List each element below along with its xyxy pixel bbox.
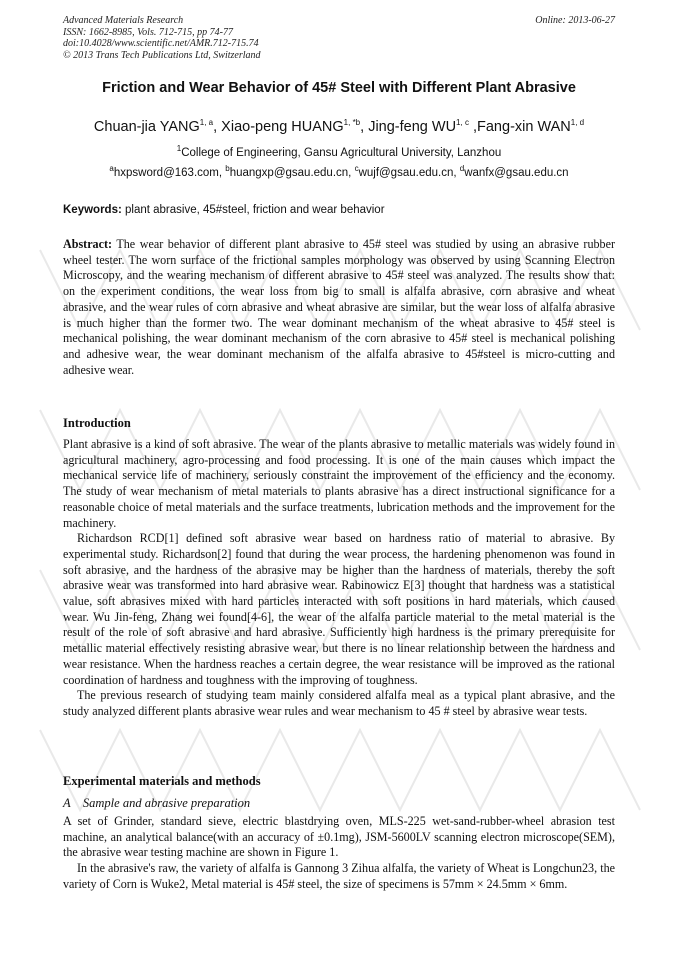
author-list	[0, 119, 678, 135]
author-name: Jing-feng WU	[368, 119, 457, 135]
affiliation	[0, 144, 678, 159]
author-separator: ,	[360, 119, 369, 135]
email-mark: c	[354, 164, 359, 174]
email-link[interactable]: hxpsword@163.com,	[113, 167, 226, 179]
keywords	[63, 204, 385, 216]
affiliation-mark: 1	[176, 144, 182, 154]
email-link[interactable]: wanfx@gsau.edu.cn	[464, 167, 569, 179]
abstract-label: Abstract:	[63, 237, 113, 251]
email-mark: a	[109, 164, 114, 174]
keywords-label: Keywords:	[63, 204, 122, 216]
author-separator: ,	[468, 119, 478, 135]
author-affiliation-mark: 1, *b	[343, 118, 361, 128]
email-list	[0, 164, 678, 179]
paper-title: Friction and Wear Behavior of 45# Steel with Different Plant Abrasive	[102, 80, 576, 96]
methods-body	[63, 814, 615, 893]
introduction-body	[63, 437, 615, 720]
abstract	[63, 237, 615, 378]
author-name: Chuan-jia YANG	[93, 119, 200, 135]
issn-line: ISSN: 1662-8985, Vols. 712-715, pp 74-77	[63, 26, 233, 38]
doi-line: doi:10.4028/www.scientific.net/AMR.712-715.74	[63, 38, 259, 49]
paragraph: In the abrasive's raw, the variety of alfalfa is Gannong 3 Zihua alfalfa, the variety of Wheat is Longchun23, the variety of Corn is Wuke2, Metal material is 45# steel, the size of specimens is 57mm × 24.5mm × 6mm.	[63, 861, 615, 891]
paragraph: A set of Grinder, standard sieve, electric blastdrying oven, MLS-225 wet-sand-rubber-wheel abrasion test machine, an analytical balance(with an accuracy of ±0.1mg), JSM-5600LV scanning electron microscope(SEM), the abrasive wear testing machine are shown in Figure 1.	[63, 814, 615, 860]
section-heading-methods: Experimental materials and methods	[63, 774, 261, 788]
journal-name: Advanced Materials Research	[63, 15, 184, 26]
online-date: Online: 2013-06-27	[535, 15, 615, 26]
copyright-line: © 2013 Trans Tech Publications Ltd, Switzerland	[63, 49, 261, 61]
email-link[interactable]: wujf@gsau.edu.cn,	[358, 167, 460, 179]
email-link[interactable]: huangxp@gsau.edu.cn,	[229, 167, 355, 179]
author-name: Fang-xin WAN	[477, 119, 571, 135]
author-name: Xiao-peng HUANG	[221, 119, 344, 135]
email-mark: d	[459, 164, 465, 174]
paragraph: The previous research of studying team mainly considered alfalfa meal as a typical plant abrasive, and the study analyzed different plants abrasive wear rules and wear mechanism to 45 # steel by abrasive wear tests.	[63, 688, 615, 718]
author-separator: ,	[213, 119, 222, 135]
author-affiliation-mark: 1, a	[199, 118, 214, 128]
subsection-heading: A Sample and abrasive preparation	[63, 796, 251, 810]
section-heading-introduction: Introduction	[63, 416, 131, 430]
keywords-text: plant abrasive, 45#steel, friction and wear behavior	[121, 204, 385, 216]
author-affiliation-mark: 1, d	[570, 118, 585, 128]
paragraph: Richardson RCD[1] defined soft abrasive wear based on hardness ratio of material to abrasive. By experimental study. Richardson[2] found that during the wear process, the hardening phenomenon was found in soft abrasive, and the hardness of the abrasive may be higher than the hardness of materials, thereby the soft abrasive wear was transformed into hard abrasive wear. Rabinowicz E[3] thought that hardness was a statistical value, soft abrasives mixed with hard particles interacted with soft positions in hard materials, which caused wear. Wu Jin-feng, Zhang wei found[4-6], the wear of the alfalfa particle material to the metal material is the result of the role of soft abrasive and hard abrasive. Sufficiently high hardness is the primary prerequisite for metallic material effectively resisting abrasive wear, but there is no linear relationship between the hardness and wear resistance. When the hardness reaches a certain degree, the wear resistance will be improved as the rational coordination of hardness and toughness with the improving of toughness.	[63, 531, 615, 687]
email-mark: b	[225, 164, 230, 174]
paragraph: Plant abrasive is a kind of soft abrasive. The wear of the plants abrasive to metallic materials was widely found in agricultural machinery, agro-processing and food processing. It is one of the main causes which impact the mechanical service life of machinery, seriously constraint the improvement of the efficiency and the economy. The study of wear mechanism of metal materials to plants abrasive has a direct instructional significance for a reasonable choice of metal materials and the surface treatments, lubrication methods and the improvement for the machinery.	[63, 437, 615, 530]
affiliation-text: College of Engineering, Gansu Agricultural University, Lanzhou	[181, 147, 502, 159]
abstract-text: The wear behavior of different plant abrasive to 45# steel was studied by using an abrasive rubber wheel tester. The worn surface of the frictional samples morphology was observed by using Scanning Electron Microscopy, and the wearing mechanism of different abrasive to 45# steel was analyzed. The results show that: on the experiment conditions, the wear loss from big to small is alfalfa abrasive, corn abrasive and wheat abrasive, and the wear rules of corn abrasive and wheat abrasive are similar, but the wear loss of alfalfa abrasive is much higher than the former two. The wear dominant mechanism of the wheat abrasive to 45# steel is mechanical polishing, the wear dominant mechanism of the corn abrasive to 45# steel is mechanical polishing and adhesive wear, the wear dominant mechanism of the alfalfa abrasive to 45#steel is micro-cutting and adhesive wear.	[63, 237, 615, 377]
journal-header	[63, 15, 261, 61]
author-affiliation-mark: 1, c	[456, 118, 469, 128]
